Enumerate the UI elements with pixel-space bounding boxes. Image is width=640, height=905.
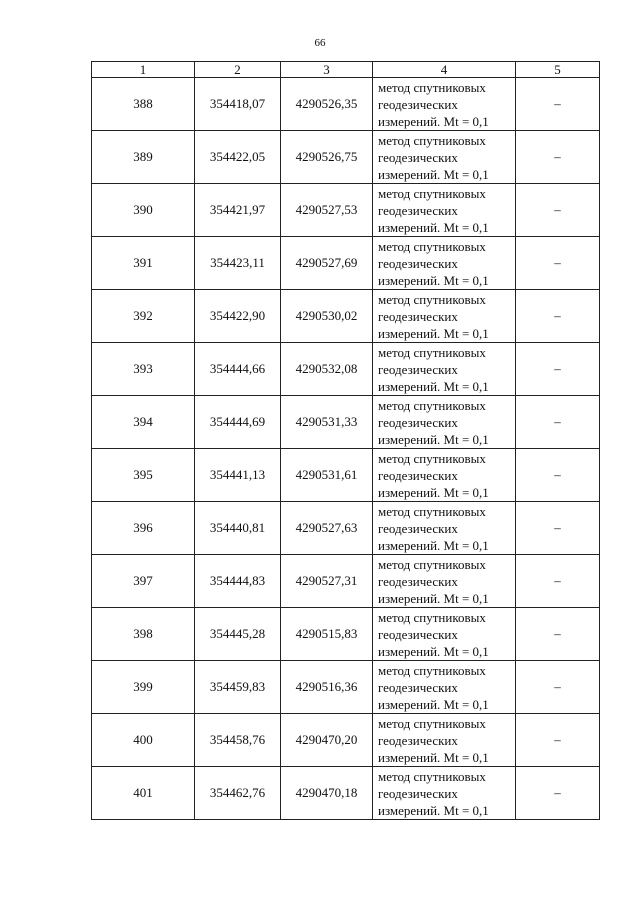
y-coordinate-cell: 4290530,02 xyxy=(281,290,373,343)
point-id-cell: 390 xyxy=(92,184,195,237)
x-coordinate-cell: 354459,83 xyxy=(195,661,281,714)
x-coordinate-cell: 354458,76 xyxy=(195,714,281,767)
method-cell: метод спутниковых геодезических измерений. Mt = 0,1 xyxy=(373,343,516,396)
method-cell: метод спутниковых геодезических измерений. Mt = 0,1 xyxy=(373,396,516,449)
y-coordinate-cell: 4290470,18 xyxy=(281,767,373,820)
x-coordinate-cell: 354444,66 xyxy=(195,343,281,396)
x-coordinate-cell: 354422,90 xyxy=(195,290,281,343)
method-cell: метод спутниковых геодезических измерений. Mt = 0,1 xyxy=(373,502,516,555)
x-coordinate-cell: 354423,11 xyxy=(195,237,281,290)
point-id-cell: 398 xyxy=(92,608,195,661)
point-id-cell: 392 xyxy=(92,290,195,343)
y-coordinate-cell: 4290526,35 xyxy=(281,78,373,131)
note-cell: – xyxy=(516,396,600,449)
method-cell: метод спутниковых геодезических измерений. Mt = 0,1 xyxy=(373,767,516,820)
method-cell: метод спутниковых геодезических измерений. Mt = 0,1 xyxy=(373,78,516,131)
note-cell: – xyxy=(516,608,600,661)
note-cell: – xyxy=(516,502,600,555)
table-body xyxy=(92,78,600,820)
x-coordinate-cell: 354421,97 xyxy=(195,184,281,237)
x-coordinate-cell: 354445,28 xyxy=(195,608,281,661)
note-cell: – xyxy=(516,290,600,343)
table-header-row xyxy=(92,62,600,78)
y-coordinate-cell: 4290526,75 xyxy=(281,131,373,184)
note-cell: – xyxy=(516,343,600,396)
note-cell: – xyxy=(516,555,600,608)
column-header-2: 2 xyxy=(195,62,281,78)
table-row xyxy=(92,396,600,449)
point-id-cell: 396 xyxy=(92,502,195,555)
method-cell: метод спутниковых геодезических измерений. Mt = 0,1 xyxy=(373,608,516,661)
point-id-cell: 393 xyxy=(92,343,195,396)
method-cell: метод спутниковых геодезических измерений. Mt = 0,1 xyxy=(373,184,516,237)
method-cell: метод спутниковых геодезических измерений. Mt = 0,1 xyxy=(373,661,516,714)
table-row xyxy=(92,502,600,555)
table-row xyxy=(92,237,600,290)
table-row xyxy=(92,661,600,714)
note-cell: – xyxy=(516,714,600,767)
table-row xyxy=(92,78,600,131)
x-coordinate-cell: 354462,76 xyxy=(195,767,281,820)
note-cell: – xyxy=(516,237,600,290)
x-coordinate-cell: 354441,13 xyxy=(195,449,281,502)
y-coordinate-cell: 4290532,08 xyxy=(281,343,373,396)
method-cell: метод спутниковых геодезических измерений. Mt = 0,1 xyxy=(373,714,516,767)
note-cell: – xyxy=(516,449,600,502)
method-cell: метод спутниковых геодезических измерений. Mt = 0,1 xyxy=(373,237,516,290)
y-coordinate-cell: 4290527,53 xyxy=(281,184,373,237)
point-id-cell: 397 xyxy=(92,555,195,608)
note-cell: – xyxy=(516,78,600,131)
column-header-1: 1 xyxy=(92,62,195,78)
note-cell: – xyxy=(516,661,600,714)
column-header-4: 4 xyxy=(373,62,516,78)
table-row xyxy=(92,343,600,396)
method-cell: метод спутниковых геодезических измерений. Mt = 0,1 xyxy=(373,555,516,608)
y-coordinate-cell: 4290516,36 xyxy=(281,661,373,714)
x-coordinate-cell: 354418,07 xyxy=(195,78,281,131)
point-id-cell: 400 xyxy=(92,714,195,767)
note-cell: – xyxy=(516,767,600,820)
y-coordinate-cell: 4290531,33 xyxy=(281,396,373,449)
note-cell: – xyxy=(516,184,600,237)
x-coordinate-cell: 354422,05 xyxy=(195,131,281,184)
table-row xyxy=(92,131,600,184)
y-coordinate-cell: 4290515,83 xyxy=(281,608,373,661)
column-header-3: 3 xyxy=(281,62,373,78)
table-row xyxy=(92,555,600,608)
table-row xyxy=(92,767,600,820)
page-number: 66 xyxy=(314,37,326,49)
point-id-cell: 394 xyxy=(92,396,195,449)
table-row xyxy=(92,608,600,661)
coordinates-table xyxy=(91,61,600,820)
point-id-cell: 388 xyxy=(92,78,195,131)
y-coordinate-cell: 4290527,63 xyxy=(281,502,373,555)
table-row xyxy=(92,184,600,237)
point-id-cell: 401 xyxy=(92,767,195,820)
table-row xyxy=(92,290,600,343)
x-coordinate-cell: 354444,69 xyxy=(195,396,281,449)
method-cell: метод спутниковых геодезических измерений. Mt = 0,1 xyxy=(373,290,516,343)
point-id-cell: 399 xyxy=(92,661,195,714)
method-cell: метод спутниковых геодезических измерений. Mt = 0,1 xyxy=(373,131,516,184)
y-coordinate-cell: 4290470,20 xyxy=(281,714,373,767)
note-cell: – xyxy=(516,131,600,184)
y-coordinate-cell: 4290527,31 xyxy=(281,555,373,608)
column-header-5: 5 xyxy=(516,62,600,78)
y-coordinate-cell: 4290531,61 xyxy=(281,449,373,502)
point-id-cell: 389 xyxy=(92,131,195,184)
point-id-cell: 391 xyxy=(92,237,195,290)
y-coordinate-cell: 4290527,69 xyxy=(281,237,373,290)
x-coordinate-cell: 354440,81 xyxy=(195,502,281,555)
table-row xyxy=(92,449,600,502)
table-row xyxy=(92,714,600,767)
point-id-cell: 395 xyxy=(92,449,195,502)
x-coordinate-cell: 354444,83 xyxy=(195,555,281,608)
method-cell: метод спутниковых геодезических измерений. Mt = 0,1 xyxy=(373,449,516,502)
